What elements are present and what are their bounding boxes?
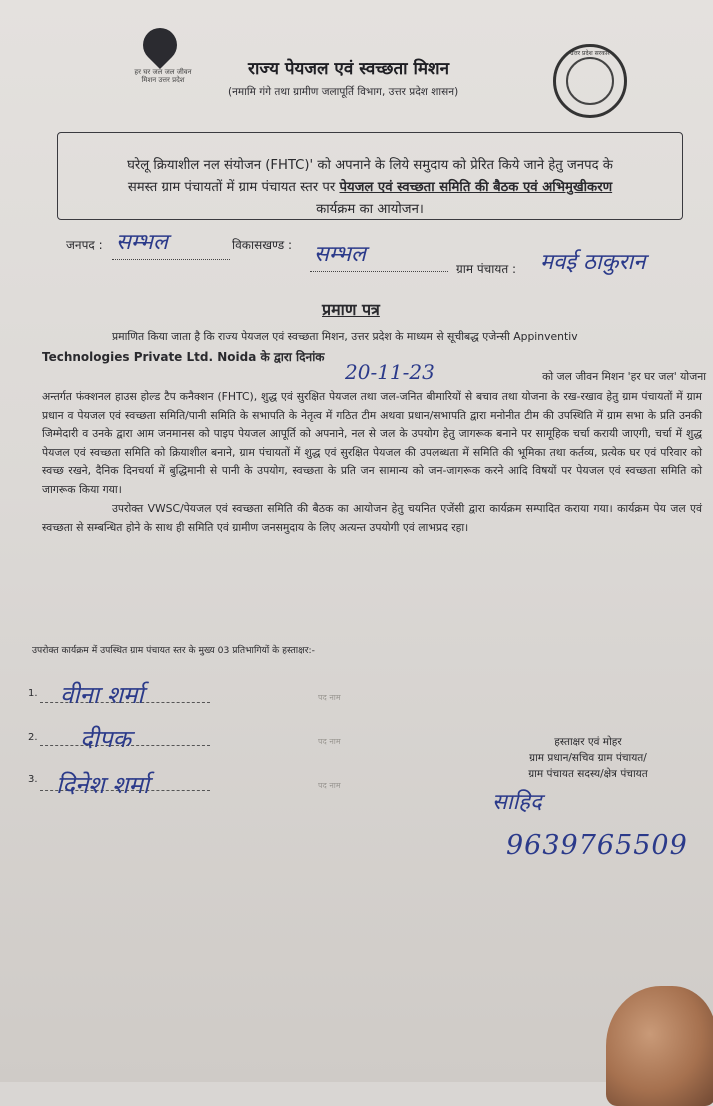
authority-line-3: ग्राम पंचायत सदस्य/क्षेत्र पंचायत xyxy=(528,768,648,780)
box-line-2-text: समस्त ग्राम पंचायतों में ग्राम पंचायत स्तर पर xyxy=(127,180,340,195)
participant-2-number: 2. xyxy=(28,732,38,743)
seal-emblem-icon xyxy=(566,57,614,105)
participant-3-designation-mark: पद नाम xyxy=(318,781,341,790)
box-line-1: घरेलू क्रियाशील नल संयोजन (FHTC)' को अपनाने के लिये समुदाय को प्रेरित किये जाने हेतु जनपद के xyxy=(127,158,613,173)
para1-agency-text: Technologies Private Ltd. Noida के द्वारा दिनांक xyxy=(42,350,325,364)
panchayat-label: ग्राम पंचायत : xyxy=(456,262,517,276)
certificate-heading: प्रमाण पत्र xyxy=(322,300,380,319)
document-subtitle: (नमामि गंगे तथा ग्रामीण जलापूर्ति विभाग, उत्तर प्रदेश शासन) xyxy=(228,86,459,98)
authority-line-2: ग्राम प्रधान/सचिव ग्राम पंचायत/ xyxy=(529,752,647,764)
participant-1-number: 1. xyxy=(28,688,38,699)
participant-1-signature: वीना शर्मा xyxy=(60,681,144,709)
panchayat-value: मवई ठाकुरान xyxy=(540,250,646,275)
authority-line-1: हस्ताक्षर एवं मोहर xyxy=(554,736,622,748)
district-value: सम्भल xyxy=(116,230,168,255)
block-dotted-line xyxy=(310,270,448,272)
participant-1-designation-mark: पद नाम xyxy=(318,693,341,702)
authority-signature: साहिद xyxy=(492,790,542,815)
block-value: सम्भल xyxy=(314,242,366,267)
phone-number: 9639765509 xyxy=(506,830,688,861)
left-logo-text: हर घर जल जल जीवन मिशन उत्तर प्रदेश xyxy=(134,68,192,84)
para2-body: उपरोक्त VWSC/पेयजल एवं स्वच्छता समिति की बैठक का आयोजन हेतु चयनित एजेंसी द्वारा कार्यक्रम सम्पादित कराया गया। कार्यक्रम पेय जल एवं स्वच्छता से सम्बन्धित होने के साथ ही समिति एवं ग्रामीण जनसमुदाय के लिए अत्यन्त उपयोगी एवं लाभप्रद रहा। xyxy=(42,502,702,534)
participant-3-number: 3. xyxy=(28,774,38,785)
block-label: विकासखण्ड : xyxy=(232,238,293,252)
thumb-in-frame xyxy=(606,986,713,1106)
program-title-box xyxy=(57,132,683,220)
district-dotted-line xyxy=(112,258,230,260)
para1-body: अन्तर्गत फंक्शनल हाउस होल्ड टैप कनैक्शन (FHTC), शुद्ध एवं सुरक्षित पेयजल तथा जल-जनित बीमारियों से बचाव तथा योजना के रख-रखाव हेतु ग्राम पंचायतों में ग्राम प्रधान व पेयजल एवं स्वच्छता समिति/पानी समिति के सभापति के नेतृत्व में गठित टीम अथवा प्रधान/सभापति द्वारा मनोनीत टीम की उपस्थिति में ग्राम सभा के प्रति उनकी जिम्मेदारी व उनके द्वारा आम जनमानस को पाइप पेयजल आपूर्ति को अपनाने, नल से जल के उपयोग हेतु जागरूक बनाने पर सामूहिक चर्चा करायी जाएगी, चर्चा में शुद्ध पेयजल एवं स्वच्छता समिति को क्रियाशील बनाने, ग्राम पंचायतों में शुद्ध एवं सुरक्षित पेयजल की उपलब्धता में समिति की भूमिका तथा कर्तव्य, प्रत्येक घर एवं परिवार को स्वच्छ रखने, दैनिक दिनचर्या में बुद्धिमानी से पानी के उपयोग, स्वच्छता के प्रति जन सामान्य को जन-जागरूक करने आदि विषयों पर पेयजल एवं स्वच्छता समिति को जागरूक किया गया। xyxy=(42,390,702,496)
district-label: जनपद : xyxy=(66,238,103,252)
box-line-2 xyxy=(72,177,668,199)
para1-line1: प्रमाणित किया जाता है कि राज्य पेयजल एवं स्वच्छता मिशन, उत्तर प्रदेश के माध्यम से सूचीबद्ध एजेन्सी Appinventiv xyxy=(112,330,578,343)
box-line-3: कार्यक्रम का आयोजन। xyxy=(316,202,424,217)
seal-text: उत्तर प्रदेश सरकार xyxy=(570,50,610,57)
participant-2-designation-mark: पद नाम xyxy=(318,737,341,746)
authority-signature-block xyxy=(488,734,688,782)
water-drop-icon xyxy=(136,21,184,69)
date-value: 20-11-23 xyxy=(345,360,435,384)
box-underlined-text: पेयजल एवं स्वच्छता समिति की बैठक एवं अभिमुखीकरण xyxy=(339,180,613,195)
document-title: राज्य पेयजल एवं स्वच्छता मिशन xyxy=(248,59,450,79)
participants-label: उपरोक्त कार्यक्रम में उपस्थित ग्राम पंचायत स्तर के मुख्य 03 प्रतिभागियों के हस्ताक्षर:- xyxy=(32,645,315,656)
har-ghar-jal-logo xyxy=(128,28,198,98)
para1-line2-end: को जल जीवन मिशन 'हर घर जल' योजना xyxy=(542,370,706,383)
participant-2-signature: दीपक xyxy=(80,725,132,753)
up-government-seal xyxy=(553,44,627,118)
participant-3-signature: दिनेश शर्मा xyxy=(56,771,150,799)
